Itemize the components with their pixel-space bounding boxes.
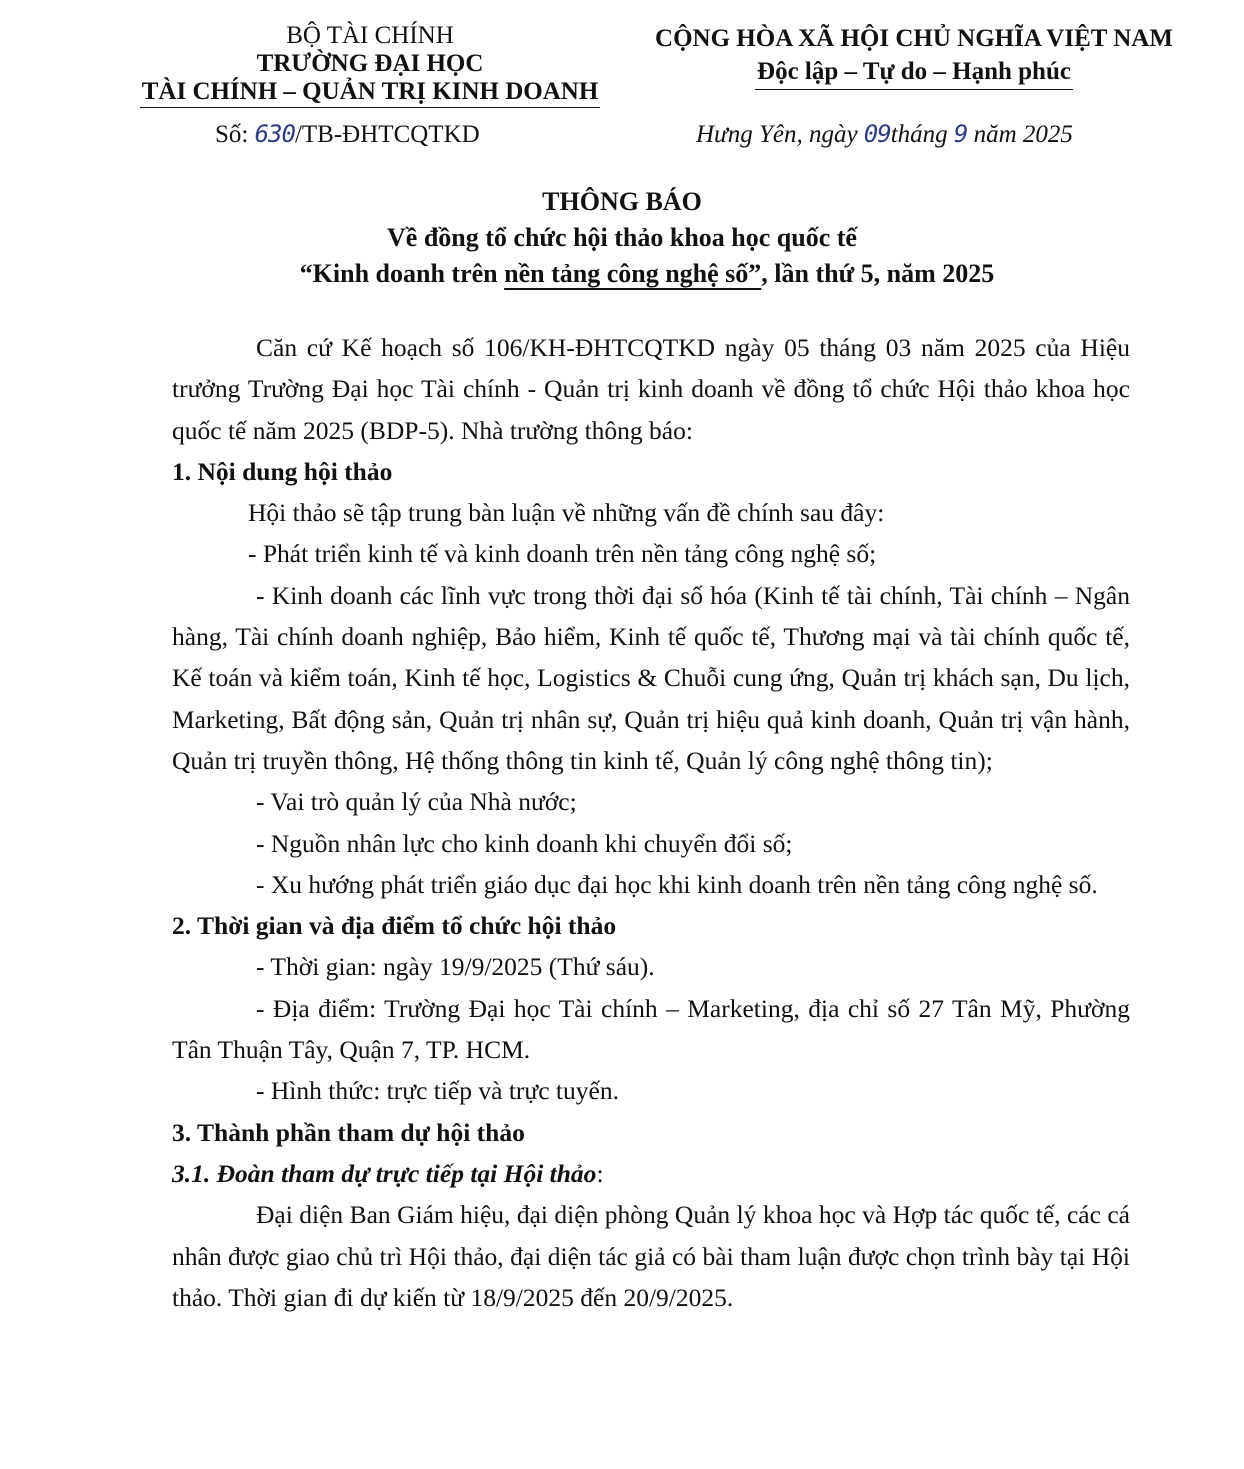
section-1-lead: Hội thảo sẽ tập trung bàn luận về những vấn đề chính sau đây:	[248, 498, 885, 528]
title-line3-a: “Kinh doanh trên	[299, 259, 505, 288]
date-month: 9	[953, 120, 968, 148]
title-line3-c: , lần thứ 5, năm 2025	[761, 259, 995, 288]
section-1-item: - Vai trò quản lý của Nhà nước;	[256, 787, 577, 817]
section-2-heading: 2. Thời gian và địa điểm tổ chức hội thảo	[172, 911, 617, 941]
document-date	[696, 120, 1073, 149]
section-3-1-heading: 3.1. Đoàn tham dự trực tiếp tại Hội thảo	[172, 1158, 597, 1188]
section-1-item: - Phát triển kinh tế và kinh doanh trên nền tảng công nghệ số;	[248, 539, 877, 569]
section-3-1-text: Đại diện Ban Giám hiệu, đại diện phòng Quản lý khoa học và Hợp tác quốc tế, các cá nhân được giao chủ trì Hội thảo, đại diện tác giả có bài tham luận được chọn trình bày tại Hội thảo. Thời gian đi dự kiến từ 18/9/2025 đến 20/9/2025.	[172, 1200, 1130, 1312]
school-name-line2-text: TÀI CHÍNH – QUẢN TRỊ KINH DOANH	[140, 78, 601, 108]
section-1-item: - Nguồn nhân lực cho kinh doanh khi chuyển đổi số;	[256, 828, 793, 858]
section-2-form: - Hình thức: trực tiếp và trực tuyến.	[256, 1076, 619, 1106]
section-3-heading: 3. Thành phần tham dự hội thảo	[172, 1117, 525, 1147]
section-1-item: - Xu hướng phát triển giáo dục đại học khi kinh doanh trên nền tảng công nghệ số.	[256, 869, 1098, 899]
number-prefix: Số:	[215, 121, 255, 148]
section-3-1-heading-line	[172, 1153, 1130, 1194]
title-line3-underlined: nền tảng công nghệ số”	[504, 259, 762, 288]
date-day: 09	[863, 120, 891, 148]
date-year: năm 2025	[967, 121, 1073, 148]
section-1-heading: 1. Nội dung hội thảo	[172, 456, 393, 486]
motto-text: Độc lập – Tự do – Hạnh phúc	[755, 55, 1073, 90]
issuer-block	[120, 22, 620, 108]
title-line1: THÔNG BÁO	[542, 187, 702, 216]
school-name-line1: TRƯỜNG ĐẠI HỌC	[256, 50, 484, 77]
document-title	[0, 184, 1244, 292]
document-body	[172, 327, 1130, 1318]
number-handwritten: 630	[254, 120, 295, 148]
country-name: CỘNG HÒA XÃ HỘI CHỦ NGHĨA VIỆT NAM	[655, 25, 1173, 52]
title-line2: Về đồng tổ chức hội thảo khoa học quốc tế	[387, 223, 857, 252]
school-name-line2	[120, 78, 620, 108]
section-1-item: - Kinh doanh các lĩnh vực trong thời đại số hóa (Kinh tế tài chính, Tài chính – Ngân hàng, Tài chính doanh nghiệp, Bảo hiểm, Kinh tế quốc tế, Thương mại và tài chính quốc tế, Kế toán và kiểm toán, Kinh tế học, Logistics & Chuỗi cung ứng, Quản trị khách sạn, Du lịch, Marketing, Bất động sản, Quản trị nhân sự, Quản trị hiệu quả kinh doanh, Quản trị vận hành, Quản trị truyền thông, Hệ thống thông tin kinh tế, Quản lý công nghệ thông tin);	[172, 580, 1130, 775]
national-header	[640, 22, 1188, 90]
section-3-1-colon: :	[596, 1158, 604, 1188]
document-number	[215, 120, 480, 149]
number-suffix: /TB-ĐHTCQTKD	[294, 121, 480, 148]
ministry-name: BỘ TÀI CHÍNH	[286, 22, 454, 49]
section-2-place: - Địa điểm: Trường Đại học Tài chính – Marketing, địa chỉ số 27 Tân Mỹ, Phường Tân Thuận Tây, Quận 7, TP. HCM.	[172, 993, 1130, 1065]
title-line3	[300, 256, 995, 292]
date-place: Hưng Yên, ngày	[696, 121, 864, 148]
intro-paragraph: Căn cứ Kế hoạch số 106/KH-ĐHTCQTKD ngày 05 tháng 03 năm 2025 của Hiệu trưởng Trường Đại học Tài chính - Quản trị kinh doanh về đồng tổ chức Hội thảo khoa học quốc tế năm 2025 (BDP-5). Nhà trường thông báo:	[172, 333, 1130, 445]
date-month-label: tháng	[890, 121, 954, 148]
section-2-time: - Thời gian: ngày 19/9/2025 (Thứ sáu).	[256, 952, 655, 982]
motto-line	[640, 55, 1188, 90]
